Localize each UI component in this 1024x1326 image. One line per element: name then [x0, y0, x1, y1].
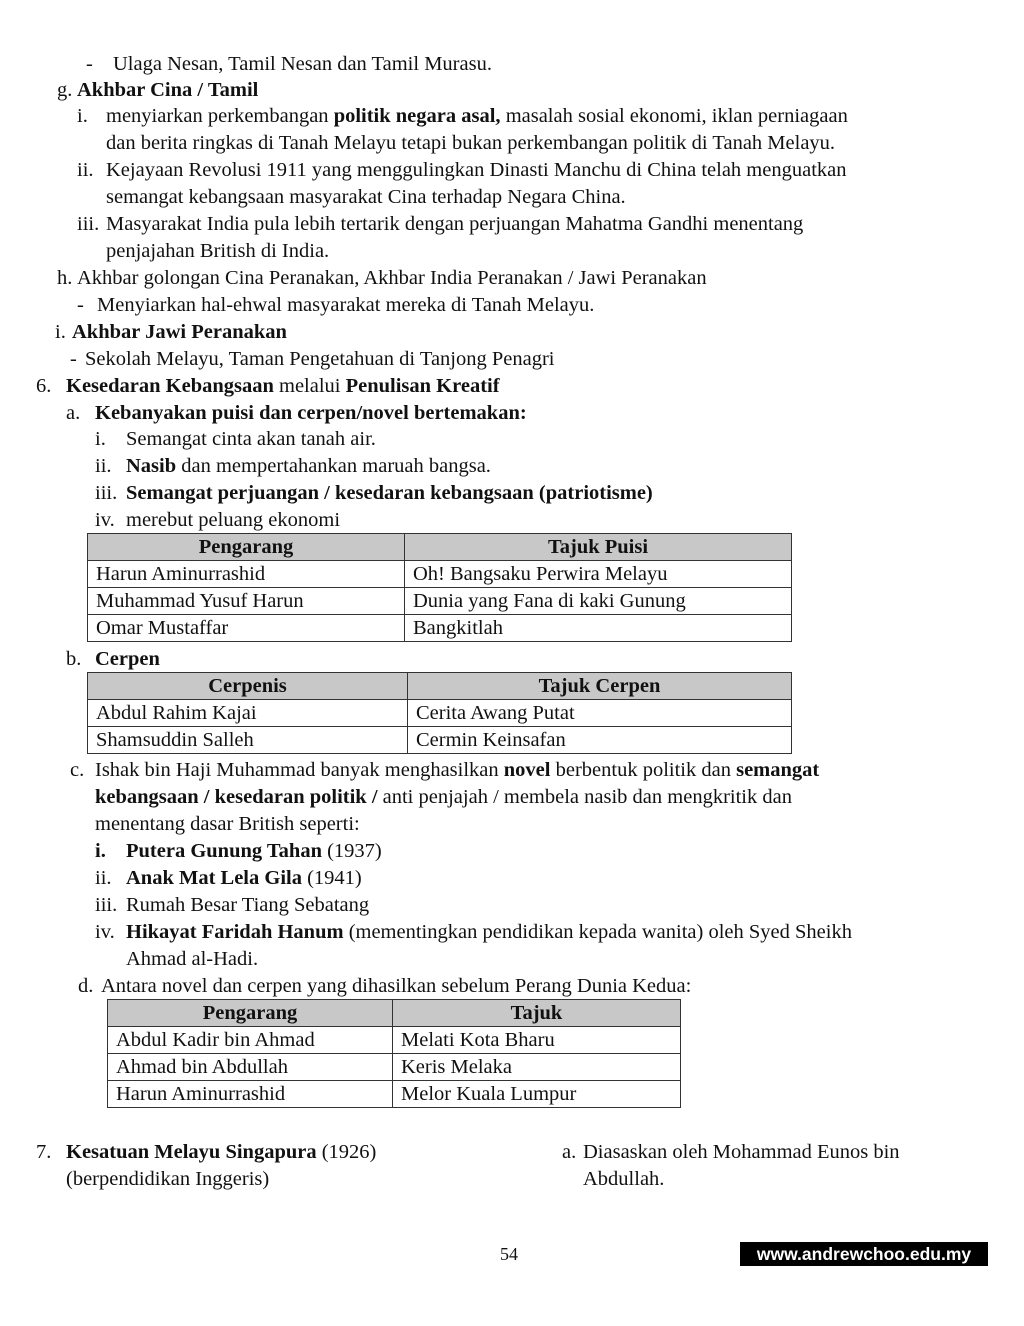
section-heading: Akhbar Cina / Tamil [77, 79, 259, 101]
table-header: Tajuk Puisi [405, 534, 792, 561]
table-cell: Abdul Rahim Kajai [88, 700, 408, 727]
table-header: Tajuk [393, 1000, 681, 1027]
item-marker: i. [95, 840, 106, 862]
item-marker: ii. [95, 455, 112, 477]
cerpen-table [87, 672, 792, 754]
item-marker: iii. [77, 213, 100, 235]
table-header: Pengarang [108, 1000, 393, 1027]
table-header: Cerpenis [88, 673, 408, 700]
table-cell: Omar Mustaffar [88, 615, 405, 642]
item-marker: a. [66, 402, 81, 424]
section-heading: Kesedaran Kebangsaan melalui Penulisan Kreatif [66, 375, 500, 397]
text-line: Semangat perjuangan / kesedaran kebangsaan (patriotisme) [126, 482, 653, 504]
item-marker: i. [55, 321, 66, 343]
subsection-heading: Kebanyakan puisi dan cerpen/novel bertemakan: [95, 402, 527, 424]
text-line: Sekolah Melayu, Taman Pengetahuan di Tanjong Penagri [85, 348, 555, 370]
table-row [88, 727, 792, 754]
table-cell: Muhammad Yusuf Harun [88, 588, 405, 615]
item-marker: ii. [77, 159, 94, 181]
table-header: Tajuk Cerpen [408, 673, 792, 700]
table-header: Pengarang [88, 534, 405, 561]
dash-marker: - [86, 53, 93, 75]
table-cell: Keris Melaka [393, 1054, 681, 1081]
table-row [88, 561, 792, 588]
text-line: penjajahan British di India. [106, 240, 330, 262]
text-line: Antara novel dan cerpen yang dihasilkan sebelum Perang Dunia Kedua: [101, 975, 692, 997]
text-line: menentang dasar British seperti: [95, 813, 360, 835]
text-line: Putera Gunung Tahan (1937) [126, 840, 382, 862]
section-number: 6. [36, 375, 52, 397]
text-line: Ulaga Nesan, Tamil Nesan dan Tamil Murasu. [113, 53, 492, 75]
text-line: Abdullah. [583, 1168, 665, 1190]
text-line: Diasaskan oleh Mohammad Eunos bin [583, 1141, 900, 1163]
table-row [108, 1027, 681, 1054]
item-marker: d. [78, 975, 94, 997]
table-header-row [88, 673, 792, 700]
item-marker: iii. [95, 482, 118, 504]
table-cell: Melati Kota Bharu [393, 1027, 681, 1054]
item-marker: i. [95, 428, 106, 450]
table-cell: Oh! Bangsaku Perwira Melayu [405, 561, 792, 588]
text-line: menyiarkan perkembangan politik negara asal, masalah sosial ekonomi, iklan perniagaan [106, 105, 848, 127]
text-line: Hikayat Faridah Hanum (mementingkan pendidikan kepada wanita) oleh Syed Sheikh [126, 921, 852, 943]
item-marker: ii. [95, 867, 112, 889]
text-line: Rumah Besar Tiang Sebatang [126, 894, 370, 916]
novel-table [107, 999, 681, 1108]
item-marker: b. [66, 648, 82, 670]
page-number: 54 [500, 1244, 518, 1264]
item-marker: iv. [95, 921, 115, 943]
text-line: merebut peluang ekonomi [126, 509, 341, 531]
table-row [88, 700, 792, 727]
table-cell: Abdul Kadir bin Ahmad [108, 1027, 393, 1054]
footer-url: www.andrewchoo.edu.my [740, 1242, 988, 1266]
table-cell: Cerita Awang Putat [408, 700, 792, 727]
item-marker: i. [77, 105, 88, 127]
text-line: Nasib dan mempertahankan maruah bangsa. [126, 455, 491, 477]
text-line: Akhbar golongan Cina Peranakan, Akhbar India Peranakan / Jawi Peranakan [77, 267, 707, 289]
table-row [108, 1054, 681, 1081]
text-line: (berpendidikan Inggeris) [66, 1168, 270, 1190]
table-cell: Harun Aminurrashid [88, 561, 405, 588]
table-row [88, 615, 792, 642]
text-line: Anak Mat Lela Gila (1941) [126, 867, 362, 889]
text-line: Semangat cinta akan tanah air. [126, 428, 376, 450]
dash-marker: - [77, 294, 84, 316]
text-line: dan berita ringkas di Tanah Melayu tetapi bukan perkembangan politik di Tanah Melayu. [106, 132, 836, 154]
puisi-table [87, 533, 792, 642]
table-cell: Cermin Keinsafan [408, 727, 792, 754]
table-cell: Ahmad bin Abdullah [108, 1054, 393, 1081]
table-cell: Dunia yang Fana di kaki Gunung [405, 588, 792, 615]
item-marker: a. [562, 1141, 577, 1163]
text-line: Ishak bin Haji Muhammad banyak menghasilkan novel berbentuk politik dan semangat [95, 759, 820, 781]
item-marker: iii. [95, 894, 118, 916]
table-header-row [88, 534, 792, 561]
item-marker: h. [57, 267, 73, 289]
table-row [88, 588, 792, 615]
text-line: kebangsaan / kesedaran politik / anti penjajah / membela nasib dan mengkritik dan [95, 786, 792, 808]
table-cell: Harun Aminurrashid [108, 1081, 393, 1108]
table-cell: Shamsuddin Salleh [88, 727, 408, 754]
section-number: 7. [36, 1141, 52, 1163]
item-marker: g. [57, 79, 73, 101]
text-line: semangat kebangsaan masyarakat Cina terhadap Negara China. [106, 186, 626, 208]
section-heading: Akhbar Jawi Peranakan [72, 321, 287, 343]
text-line: Masyarakat India pula lebih tertarik dengan perjuangan Mahatma Gandhi menentang [106, 213, 804, 235]
table-header-row [108, 1000, 681, 1027]
text-line: Kejayaan Revolusi 1911 yang menggulingkan Dinasti Manchu di China telah menguatkan [106, 159, 847, 181]
table-cell: Melor Kuala Lumpur [393, 1081, 681, 1108]
text-line: Menyiarkan hal-ehwal masyarakat mereka di Tanah Melayu. [97, 294, 595, 316]
table-row [108, 1081, 681, 1108]
item-marker: c. [70, 759, 85, 781]
table-cell: Bangkitlah [405, 615, 792, 642]
dash-marker: - [70, 348, 77, 370]
subsection-heading: Cerpen [95, 648, 160, 670]
item-marker: iv. [95, 509, 115, 531]
text-line: Ahmad al-Hadi. [126, 948, 259, 970]
section-heading: Kesatuan Melayu Singapura (1926) [66, 1141, 377, 1163]
